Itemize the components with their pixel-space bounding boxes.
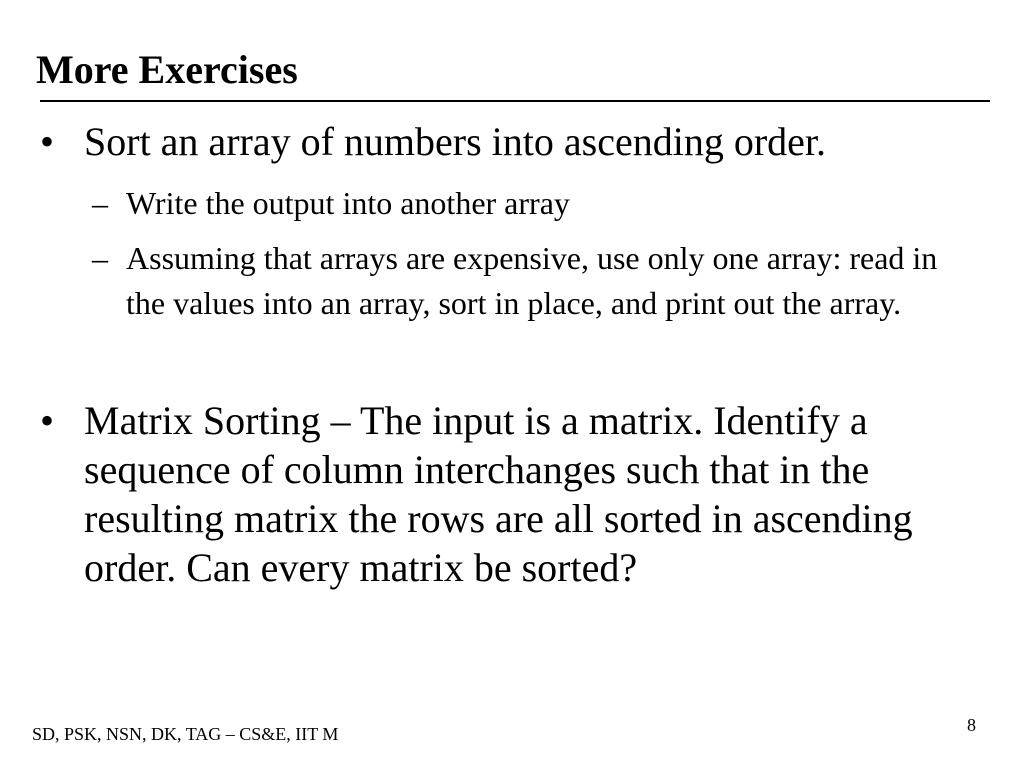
subitem-text: Write the output into another array: [126, 185, 570, 221]
subitem-marker: –: [92, 240, 108, 276]
subitem-single-array: [92, 236, 972, 326]
bullet-item-matrix-sorting: [40, 396, 990, 592]
bullet-text: Sort an array of numbers into ascending order.: [84, 119, 827, 164]
subitem-marker: –: [92, 185, 108, 221]
footer-credits: SD, PSK, NSN, DK, TAG – CS&E, IIT M: [32, 724, 339, 744]
bullet-marker: •: [40, 119, 55, 164]
page-number: 8: [967, 715, 976, 735]
bullet-text: Matrix Sorting – The input is a matrix. Identify a sequence of column interchanges such that in the resulting matrix the rows are all sorted in ascending order. Can every matrix be sorted?: [84, 398, 913, 590]
slide-title: More Exercises: [36, 47, 298, 92]
subitem-output-array: [92, 181, 972, 226]
bullet-marker: •: [40, 398, 55, 443]
subitem-text: Assuming that arrays are expensive, use only one array: read in the values into an array, sort in place, and print out the array.: [126, 240, 938, 321]
bullet-item-sort-array: [40, 117, 990, 166]
title-divider: [40, 100, 990, 102]
